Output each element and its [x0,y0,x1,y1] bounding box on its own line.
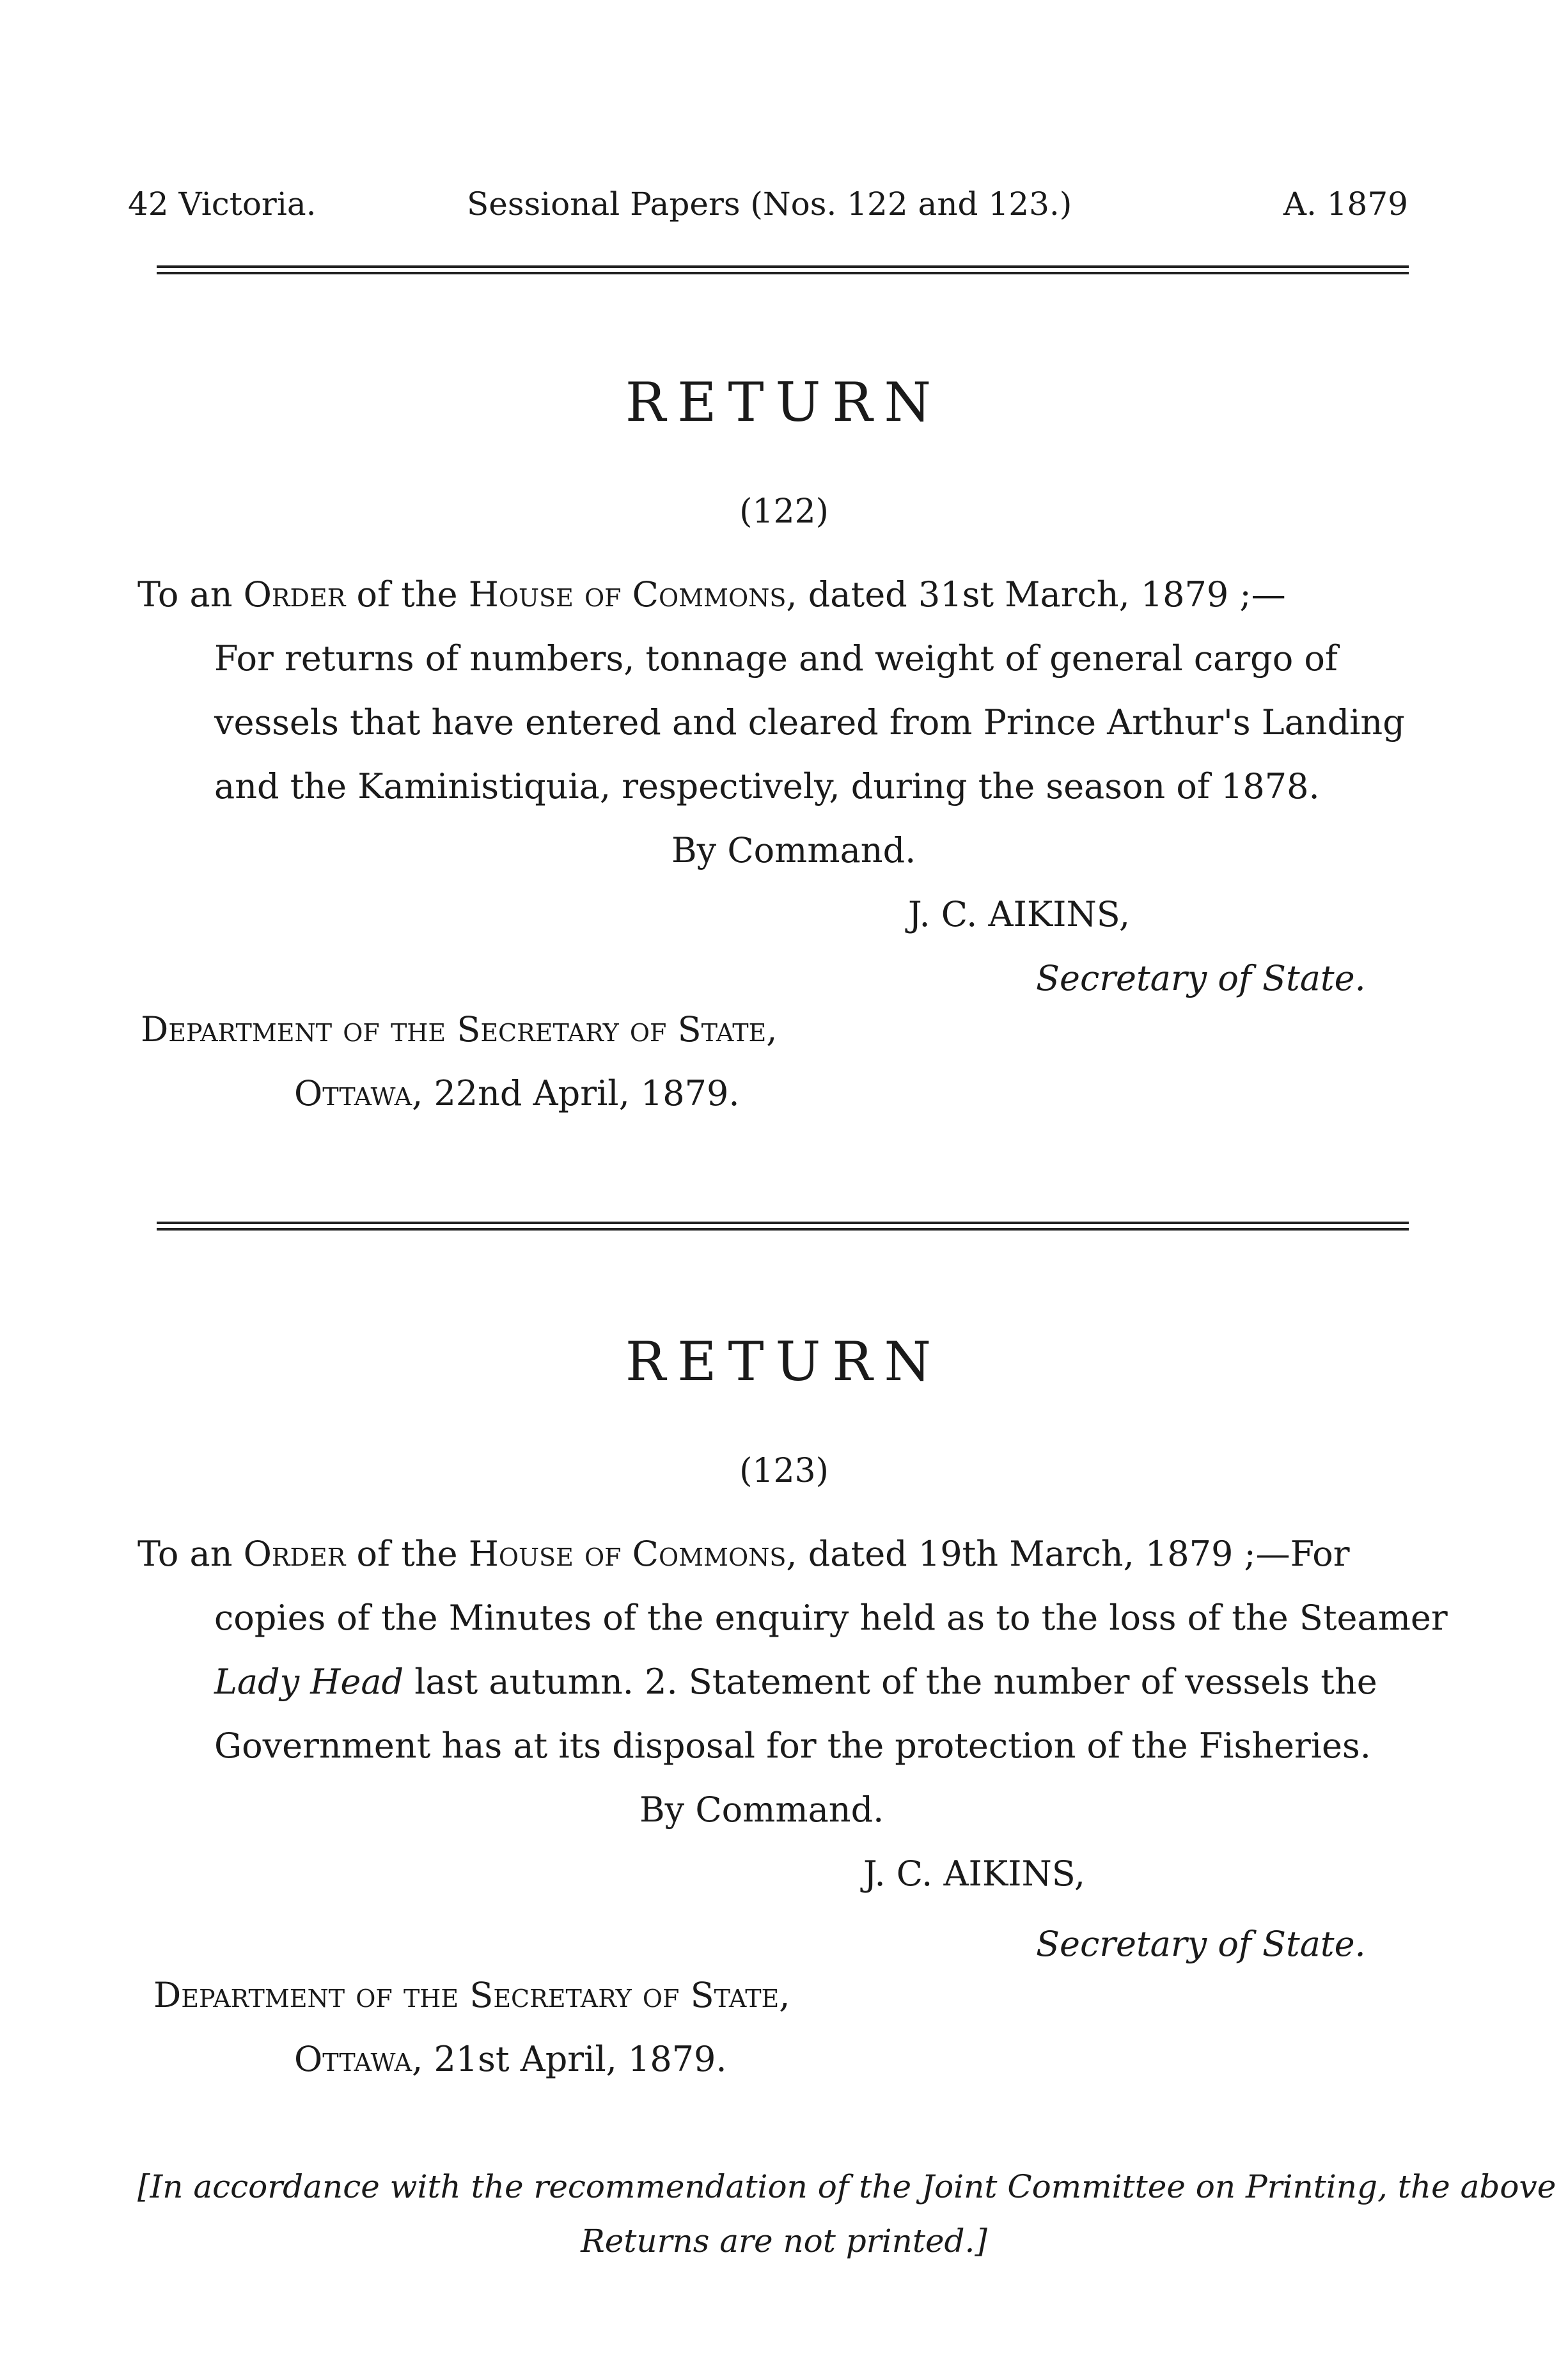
house-of-commons: House of Commons [468,574,787,615]
order-prefix: To an [137,574,244,615]
order-prefix: To an [137,1534,244,1574]
return-123-signer-title: Secretary of State. [1036,1924,1366,1964]
header-rule [157,265,1409,274]
return-123-line-4: Government has at its disposal for the protection of the Fisheries. [214,1726,1371,1766]
return-123-by-command: By Command. [639,1790,884,1830]
order-word: Order [243,1534,346,1574]
return-122-line-3: vessels that have entered and cleared from Prince Arthur's Landing [214,702,1405,743]
steamer-name: Lady Head [214,1662,404,1702]
return-122-dateline [294,1062,740,1126]
footnote-line-1: [In accordance with the recommendation of the Joint Committee on Printing, the above [137,2168,1556,2205]
section-divider [157,1222,1409,1231]
return-123-order-line [137,1522,1350,1586]
return-122-by-command: By Command. [671,830,916,870]
footnote-line-2: Returns are not printed.] [581,2222,987,2260]
return-123-dateline [294,2027,727,2091]
return-122-line-2: For returns of numbers, tonnage and weight of general cargo of [214,638,1338,679]
return-122-signer: J. C. AIKINS, [908,894,1130,934]
line-3-rest: last autumn. 2. Statement of the number of vessels the [404,1662,1377,1702]
return-122-signer-title: Secretary of State. [1036,958,1366,998]
order-date: , dated 19th March, 1879 ;—For [786,1534,1350,1574]
place-name: Ottawa [294,1073,412,1113]
return-123-line-3 [214,1650,1377,1714]
header-left: 42 Victoria. [128,185,317,223]
date-text: , 22nd April, 1879. [412,1073,740,1113]
order-connector: of the [345,574,469,615]
place-name: Ottawa [294,2039,412,2079]
return-123-line-2: copies of the Minutes of the enquiry held as to the loss of the Steamer [214,1598,1448,1638]
house-of-commons: House of Commons [468,1534,787,1574]
return-123-title: RETURN [625,1330,943,1393]
date-text: , 21st April, 1879. [412,2039,727,2079]
order-word: Order [243,574,346,615]
return-122-title: RETURN [625,371,943,434]
return-122-number: (122) [739,492,829,531]
header-center: Sessional Papers (Nos. 122 and 123.) [467,185,1072,223]
header-right: A. 1879 [1283,185,1408,223]
return-123-number: (123) [739,1452,829,1490]
return-123-signer: J. C. AIKINS, [863,1853,1085,1894]
order-date: , dated 31st March, 1879 ;— [786,574,1286,615]
return-122-department: Department of the Secretary of State, [141,1009,778,1050]
return-122-order-line [137,563,1286,627]
return-122-line-4: and the Kaministiquia, respectively, during the season of 1878. [214,766,1320,806]
order-connector: of the [345,1534,469,1574]
return-123-department: Department of the Secretary of State, [153,1975,790,2015]
